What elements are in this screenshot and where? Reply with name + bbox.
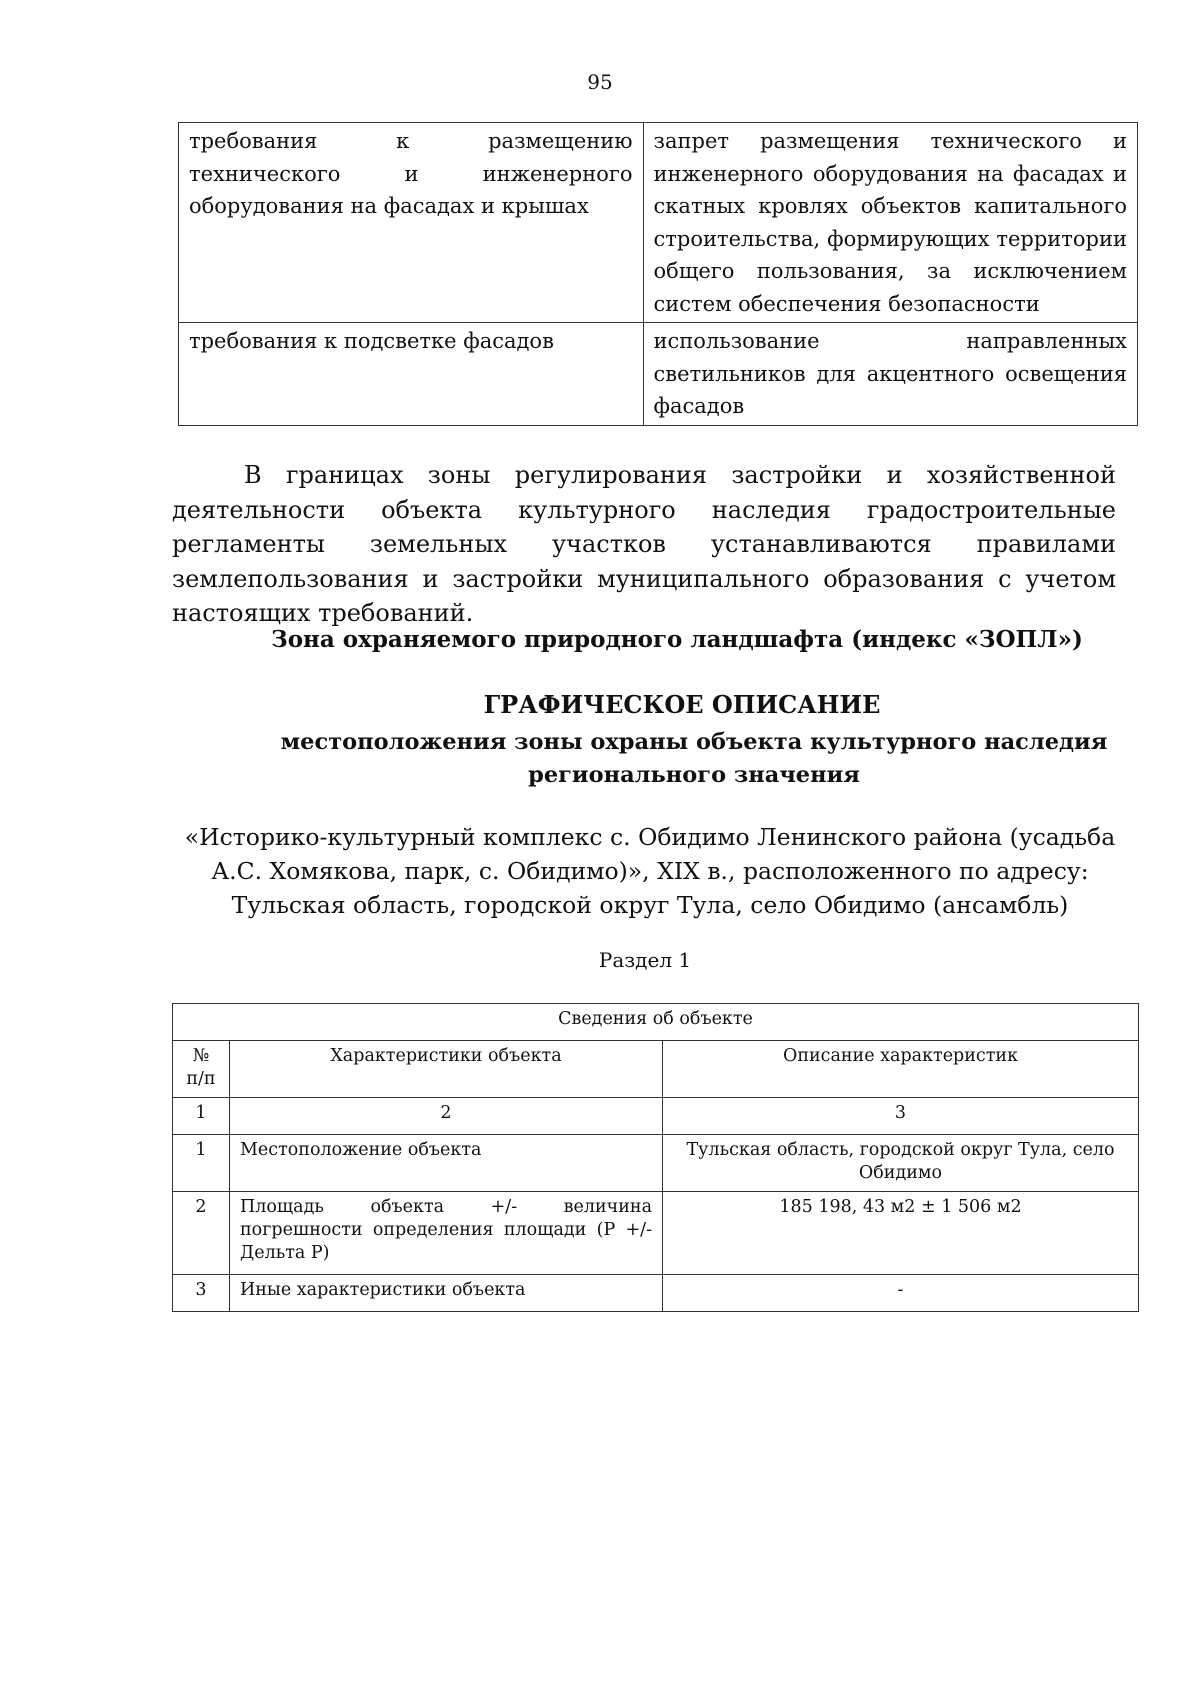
row-characteristic: Местоположение объекта bbox=[230, 1135, 663, 1192]
table-header-row bbox=[173, 1041, 1139, 1098]
table-row bbox=[173, 1192, 1139, 1275]
header-characteristic: Характеристики объекта bbox=[230, 1041, 663, 1098]
graphic-description-title: ГРАФИЧЕСКОЕ ОПИСАНИЕ bbox=[483, 690, 881, 719]
index-cell: 3 bbox=[663, 1098, 1139, 1135]
table-row bbox=[179, 323, 1138, 426]
requirement-value-cell: запрет размещения технического и инженерного оборудования на фасадах и скатных кровлях объектов капитального строительства, формирующих территории общего пользования, за исключением систем обеспечения безопасности bbox=[643, 123, 1137, 323]
header-num: № п/п bbox=[173, 1041, 230, 1098]
table-row bbox=[179, 123, 1138, 323]
requirement-cell: требования к размещению технического и инженерного оборудования на фасадах и крышах bbox=[179, 123, 644, 323]
object-info-table bbox=[172, 1003, 1139, 1312]
requirements-table bbox=[178, 122, 1138, 426]
row-num: 3 bbox=[173, 1275, 230, 1312]
zone-heading: Зона охраняемого природного ландшафта (индекс «ЗОПЛ») bbox=[271, 626, 1083, 653]
row-num: 1 bbox=[173, 1135, 230, 1192]
row-description: 185 198, 43 м2 ± 1 506 м2 bbox=[663, 1192, 1139, 1275]
requirement-cell: требования к подсветке фасадов bbox=[179, 323, 644, 426]
table-index-row bbox=[173, 1098, 1139, 1135]
table-row bbox=[173, 1275, 1139, 1312]
requirement-value-cell: использование направленных светильников для акцентного освещения фасадов bbox=[643, 323, 1137, 426]
body-paragraph: В границах зоны регулирования застройки и хозяйственной деятельности объекта культурного наследия градостроительные регламенты земельных участков устанавливаются правилами землепользования и застройки муниципального образования с учетом настоящих требований. bbox=[172, 461, 1116, 627]
table-caption: Сведения об объекте bbox=[173, 1004, 1139, 1041]
row-characteristic: Иные характеристики объекта bbox=[230, 1275, 663, 1312]
section-label: Раздел 1 bbox=[598, 948, 692, 972]
row-characteristic: Площадь объекта +/- величина погрешности определения площади (Р +/- Дельта Р) bbox=[230, 1192, 663, 1275]
index-cell: 1 bbox=[173, 1098, 230, 1135]
object-name: «Историко-культурный комплекс с. Обидимо Ленинского района (усадьба А.С. Хомякова, парк, с. Обидимо)», XIX в., расположенного по адресу: Тульская область, городской округ Тула, село Обидимо (ансамбль) bbox=[184, 823, 1116, 919]
index-cell: 2 bbox=[230, 1098, 663, 1135]
table-row bbox=[173, 1135, 1139, 1192]
row-description: - bbox=[663, 1275, 1139, 1312]
page-number: 95 bbox=[587, 70, 613, 94]
header-description: Описание характеристик bbox=[663, 1041, 1139, 1098]
row-description: Тульская область, городской округ Тула, село Обидимо bbox=[663, 1135, 1139, 1192]
row-num: 2 bbox=[173, 1192, 230, 1275]
table-caption-row bbox=[173, 1004, 1139, 1041]
graphic-description-subtitle: местоположения зоны охраны объекта культурного наследия регионального значения bbox=[280, 729, 1108, 788]
